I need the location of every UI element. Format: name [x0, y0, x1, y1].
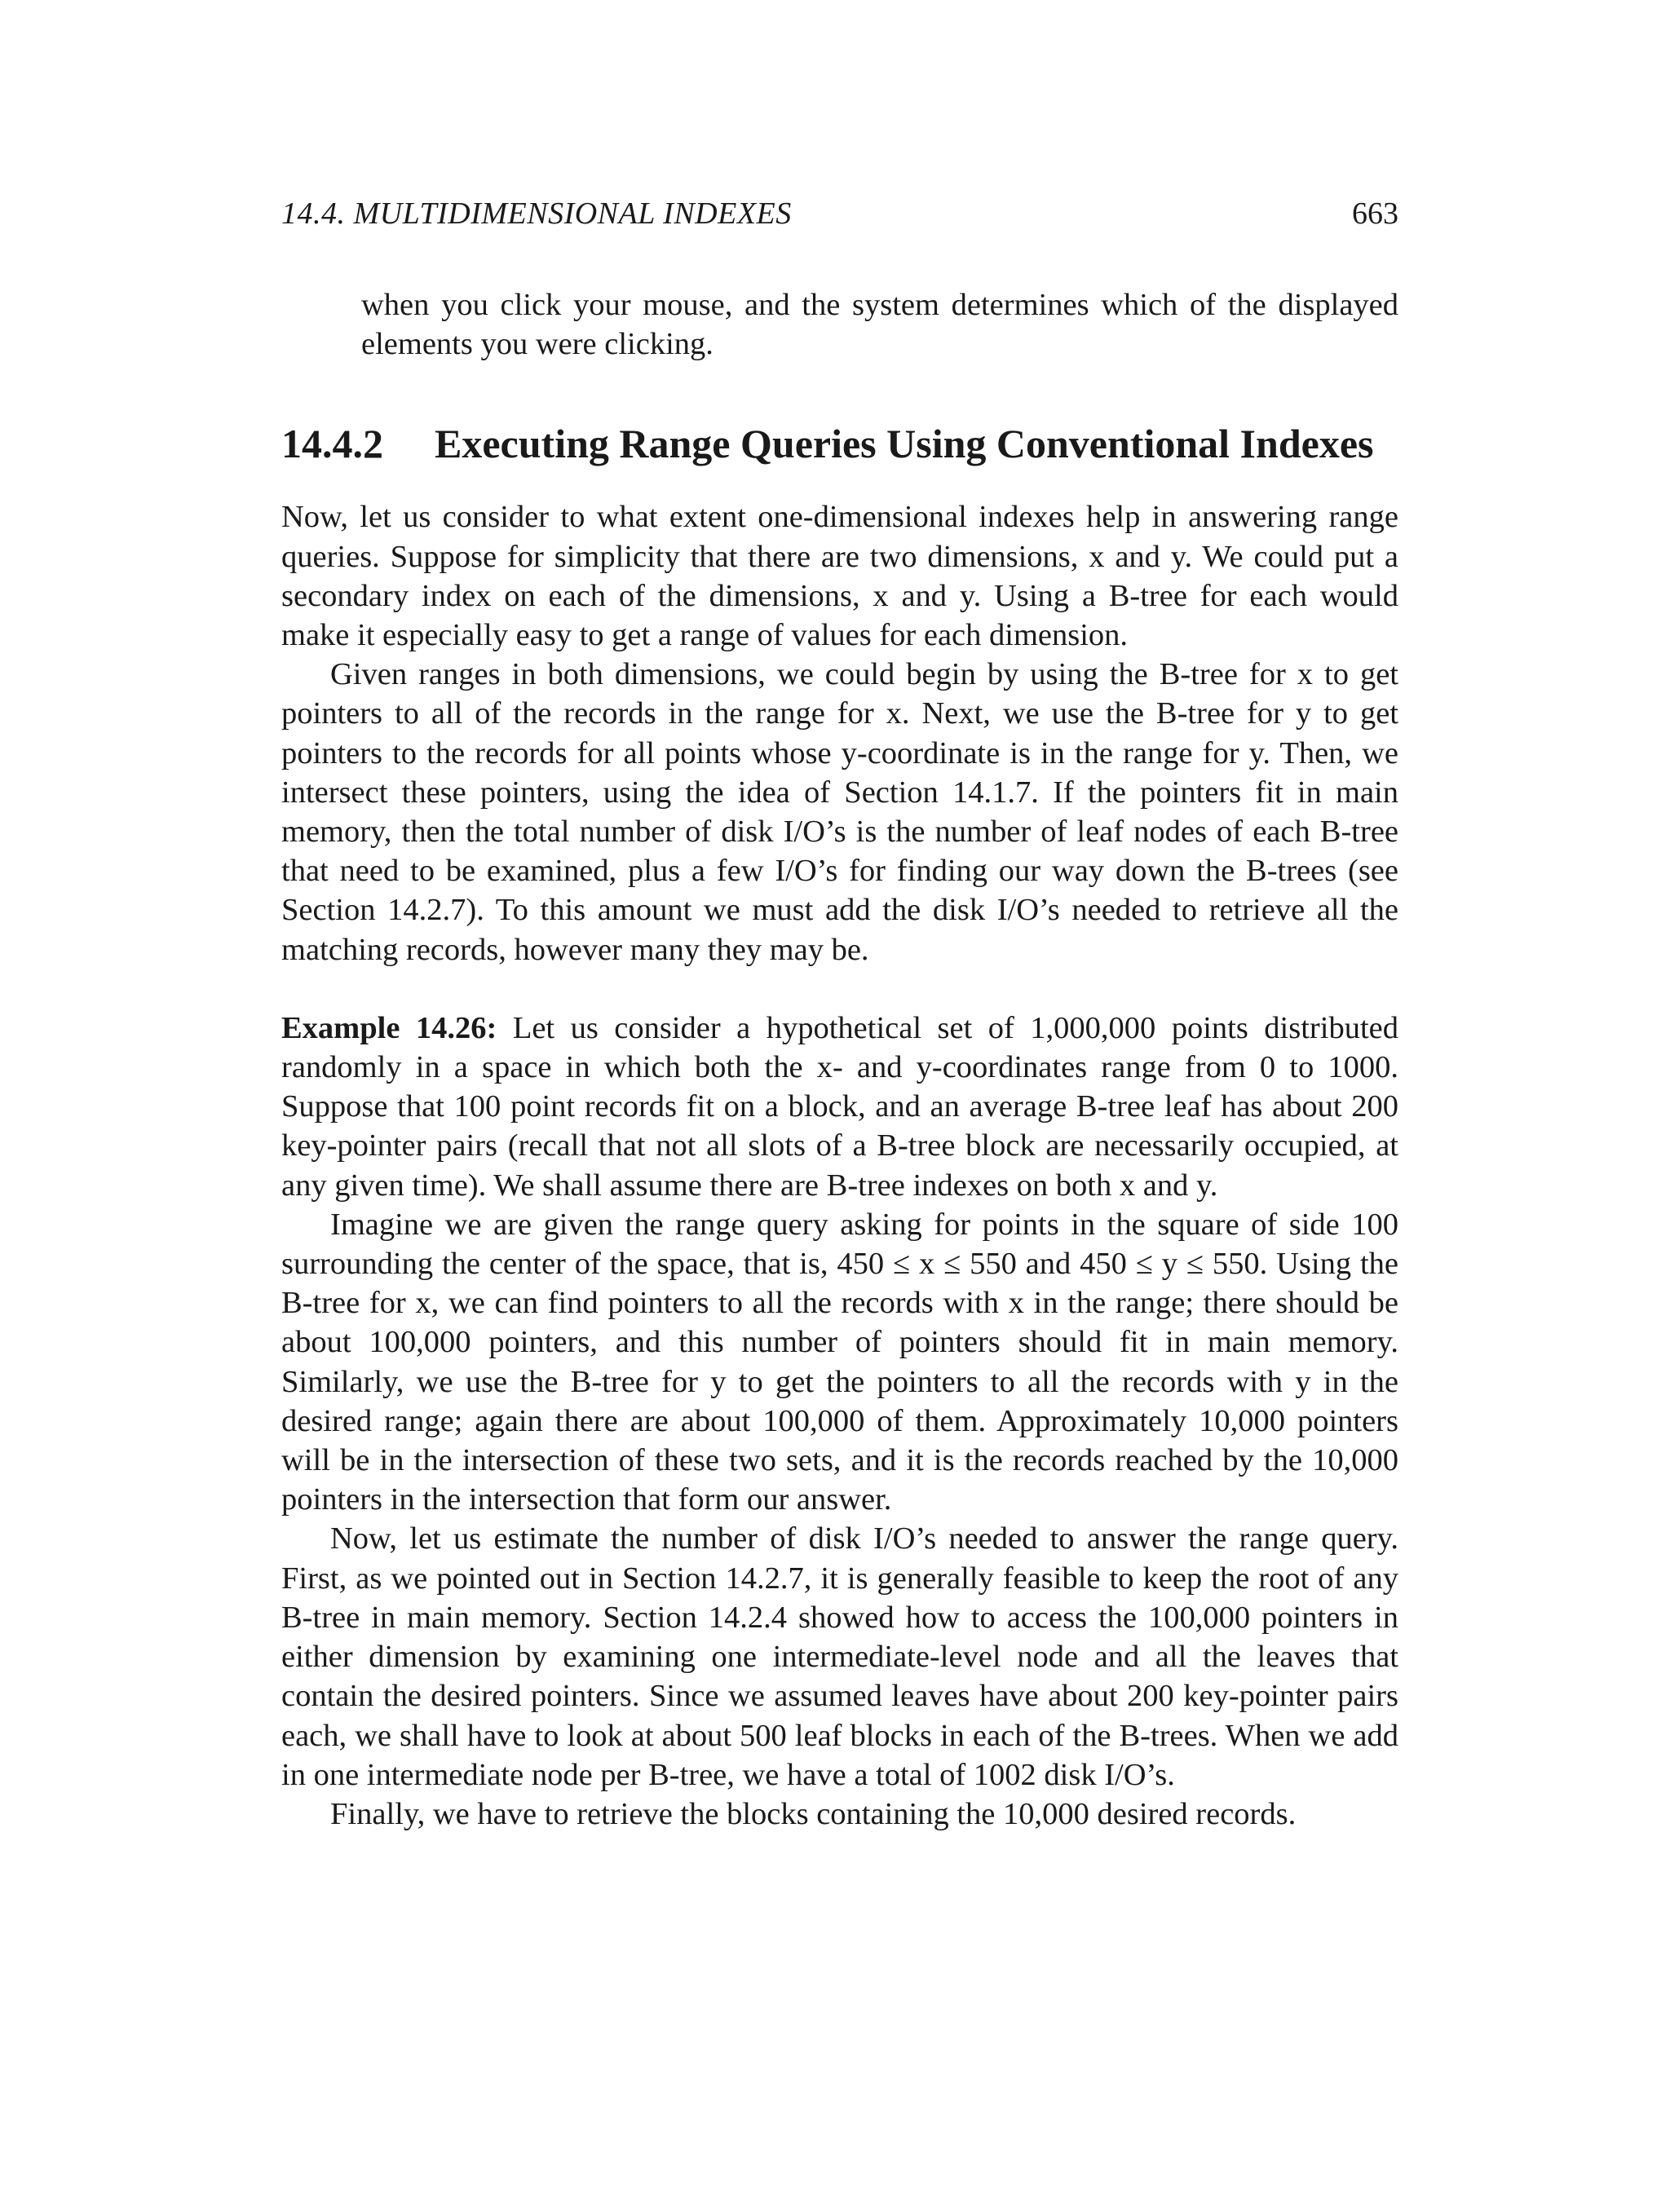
section-number: 14.4.2 [281, 421, 383, 467]
example-paragraph [281, 1009, 1398, 1205]
body-paragraph-3: Imagine we are given the range query asking for points in the square of side 100 surrounding the center of the space, that is, 450 ≤ x ≤ 550 and 450 ≤ y ≤ 550. Using the B-tree for x, we can find pointers to all the records with x in the range; there should be about 100,000 pointers, and this number of pointers should fit in main memory. Similarly, we use the B-tree for y to get the pointers to all the records with y in the desired range; again there are about 100,000 of them. Approximately 10,000 pointers will be in the intersection of these two sets, and it is the records reached by the 10,000 pointers in the intersection that form our answer. [281, 1207, 1398, 1517]
body-paragraph-1: Now, let us consider to what extent one-dimensional indexes help in answering range queries. Suppose for simplicity that there are two dimensions, x and y. We could put a secondary index on each of the dimensions, x and y. Using a B-tree for each would make it especially easy to get a range of values for each dimension. [281, 500, 1398, 653]
running-head-section: 14.4. MULTIDIMENSIONAL INDEXES [281, 196, 792, 231]
example-label: Example 14.26: [281, 1010, 497, 1045]
body-paragraph-5: Finally, we have to retrieve the blocks containing the 10,000 desired records. [330, 1796, 1297, 1831]
book-page [281, 196, 1398, 1834]
example-text: Let us consider a hypothetical set of 1,000,000 points distributed randomly in a space in which both the x- and y-coordinates range from 0 to 1000. Suppose that 100 point records fit on a block, and an average B-tree leaf has about 200 key-pointer pairs (recall that not all slots of a B-tree block are necessarily occupied, at any given time). We shall assume there are B-tree indexes on both x and y. [281, 1010, 1398, 1203]
body-paragraph-4: Now, let us estimate the number of disk I/O’s needed to answer the range query. First, as we pointed out in Section 14.2.7, it is generally feasible to keep the root of any B-tree in main memory. Section 14.2.4 showed how to access the 100,000 pointers in either dimension by examining one intermediate-level node and all the leaves that contain the desired pointers. Since we assumed leaves have about 200 key-pointer pairs each, we shall have to look at about 500 leaf blocks in each of the B-trees. When we add in one intermediate node per B-tree, we have a total of 1002 disk I/O’s. [281, 1521, 1398, 1792]
running-head [281, 196, 1398, 245]
carryover-block [361, 285, 1398, 364]
section-title: Executing Range Queries Using Conventional Indexes [435, 421, 1374, 467]
page-number: 663 [1352, 196, 1398, 231]
carryover-paragraph: when you click your mouse, and the system determines which of the displayed elements you were clicking. [361, 288, 1398, 362]
body-paragraph-2: Given ranges in both dimensions, we could begin by using the B-tree for x to get pointers to all of the records in the range for x. Next, we use the B-tree for y to get pointers to the records for all points whose y-coordinate is in the range for y. Then, we intersect these pointers, using the idea of Section 14.1.7. If the pointers fit in main memory, then the total number of disk I/O’s is the number of leaf nodes of each B-tree that need to be examined, plus a few I/O’s for finding our way down the B-trees (see Section 14.2.7). To this amount we must add the disk I/O’s needed to retrieve all the matching records, however many they may be. [281, 657, 1398, 967]
section-heading [281, 419, 1398, 468]
